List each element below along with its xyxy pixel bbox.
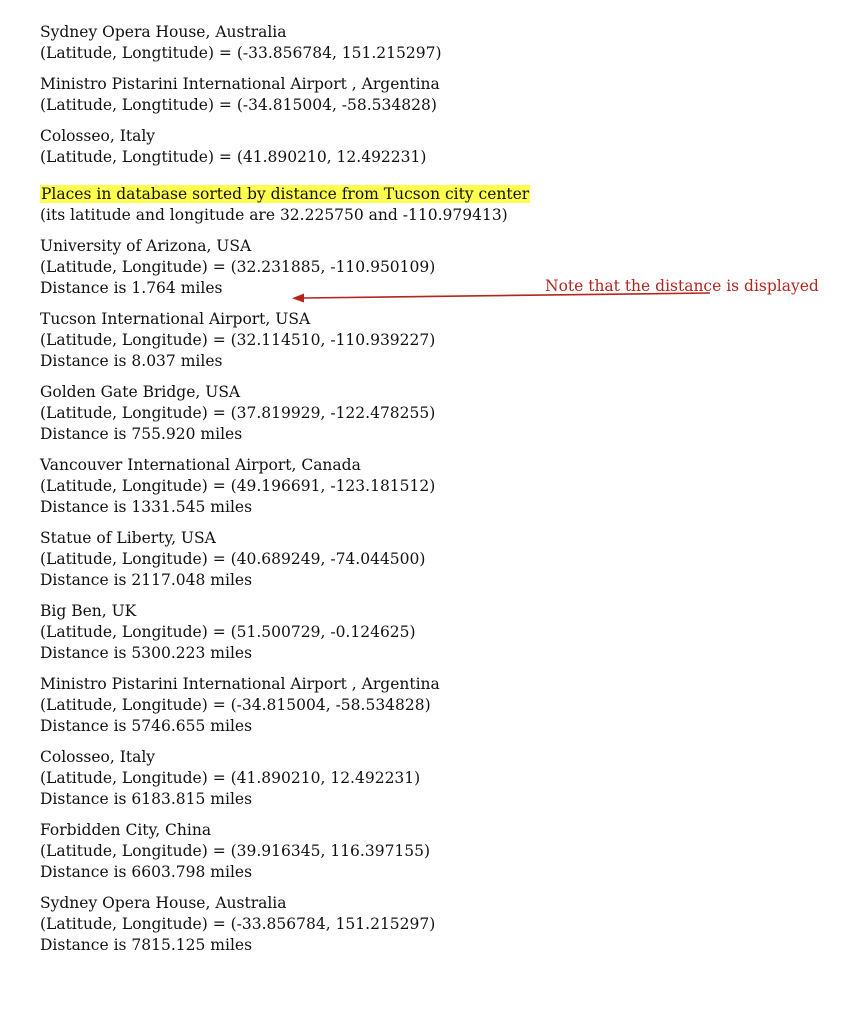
sorted-place-entry — [40, 747, 820, 810]
place-name: Ministro Pistarini International Airport , Argentina — [40, 675, 440, 693]
place-coordinates: (Latitude, Longitude) = (37.819929, -122.478255) — [40, 404, 436, 422]
sorted-place-entry — [40, 382, 820, 445]
place-name: Sydney Opera House, Australia — [40, 894, 287, 912]
sorted-place-entry — [40, 820, 820, 883]
place-coordinates: (Latitude, Longitude) = (-33.856784, 151.215297) — [40, 915, 436, 933]
document-body — [40, 22, 820, 966]
place-entry — [40, 22, 820, 64]
place-coordinates: (Latitude, Longitude) = (40.689249, -74.044500) — [40, 550, 426, 568]
place-coordinates: (Latitude, Longitude) = (-34.815004, -58.534828) — [40, 696, 431, 714]
place-coordinates: (Latitude, Longitude) = (32.114510, -110.939227) — [40, 331, 436, 349]
place-distance: Distance is 1.764 miles — [40, 279, 223, 297]
place-distance: Distance is 2117.048 miles — [40, 571, 253, 589]
place-distance: Distance is 7815.125 miles — [40, 936, 253, 954]
place-coordinates: (Latitude, Longtitude) = (-33.856784, 151.215297) — [40, 44, 442, 62]
place-name: Statue of Liberty, USA — [40, 529, 216, 547]
sorted-place-entry — [40, 893, 820, 956]
sorted-place-entry — [40, 674, 820, 737]
place-name: Sydney Opera House, Australia — [40, 23, 287, 41]
sorted-section-title: Places in database sorted by distance from Tucson city center — [41, 185, 530, 203]
place-name: Colosseo, Italy — [40, 127, 156, 145]
place-name: Big Ben, UK — [40, 602, 137, 620]
place-distance: Distance is 8.037 miles — [40, 352, 223, 370]
annotation-note: Note that the distance is displayed — [545, 277, 819, 295]
place-name: Tucson International Airport, USA — [40, 310, 311, 328]
place-distance: Distance is 5746.655 miles — [40, 717, 253, 735]
place-coordinates: (Latitude, Longitude) = (32.231885, -110.950109) — [40, 258, 436, 276]
place-distance: Distance is 5300.223 miles — [40, 644, 253, 662]
place-coordinates: (Latitude, Longitude) = (49.196691, -123.181512) — [40, 477, 436, 495]
sorted-place-entry — [40, 455, 820, 518]
place-coordinates: (Latitude, Longitude) = (51.500729, -0.124625) — [40, 623, 416, 641]
sorted-section-subtitle: (its latitude and longitude are 32.225750 and -110.979413) — [40, 206, 508, 224]
sorted-place-entry — [40, 309, 820, 372]
place-coordinates: (Latitude, Longitude) = (41.890210, 12.492231) — [40, 769, 421, 787]
place-name: Ministro Pistarini International Airport , Argentina — [40, 75, 440, 93]
place-name: Forbidden City, China — [40, 821, 212, 839]
place-distance: Distance is 1331.545 miles — [40, 498, 253, 516]
place-coordinates: (Latitude, Longtitude) = (41.890210, 12.492231) — [40, 148, 427, 166]
place-name: Colosseo, Italy — [40, 748, 156, 766]
place-name: Vancouver International Airport, Canada — [40, 456, 361, 474]
place-distance: Distance is 755.920 miles — [40, 425, 243, 443]
place-name: University of Arizona, USA — [40, 237, 252, 255]
sorted-section-header — [40, 184, 820, 226]
place-distance: Distance is 6603.798 miles — [40, 863, 253, 881]
sorted-place-entry — [40, 528, 820, 591]
place-coordinates: (Latitude, Longitude) = (39.916345, 116.397155) — [40, 842, 431, 860]
place-distance: Distance is 6183.815 miles — [40, 790, 253, 808]
place-name: Golden Gate Bridge, USA — [40, 383, 241, 401]
sorted-place-entry — [40, 601, 820, 664]
place-coordinates: (Latitude, Longtitude) = (-34.815004, -58.534828) — [40, 96, 437, 114]
place-entry — [40, 74, 820, 116]
place-entry — [40, 126, 820, 168]
